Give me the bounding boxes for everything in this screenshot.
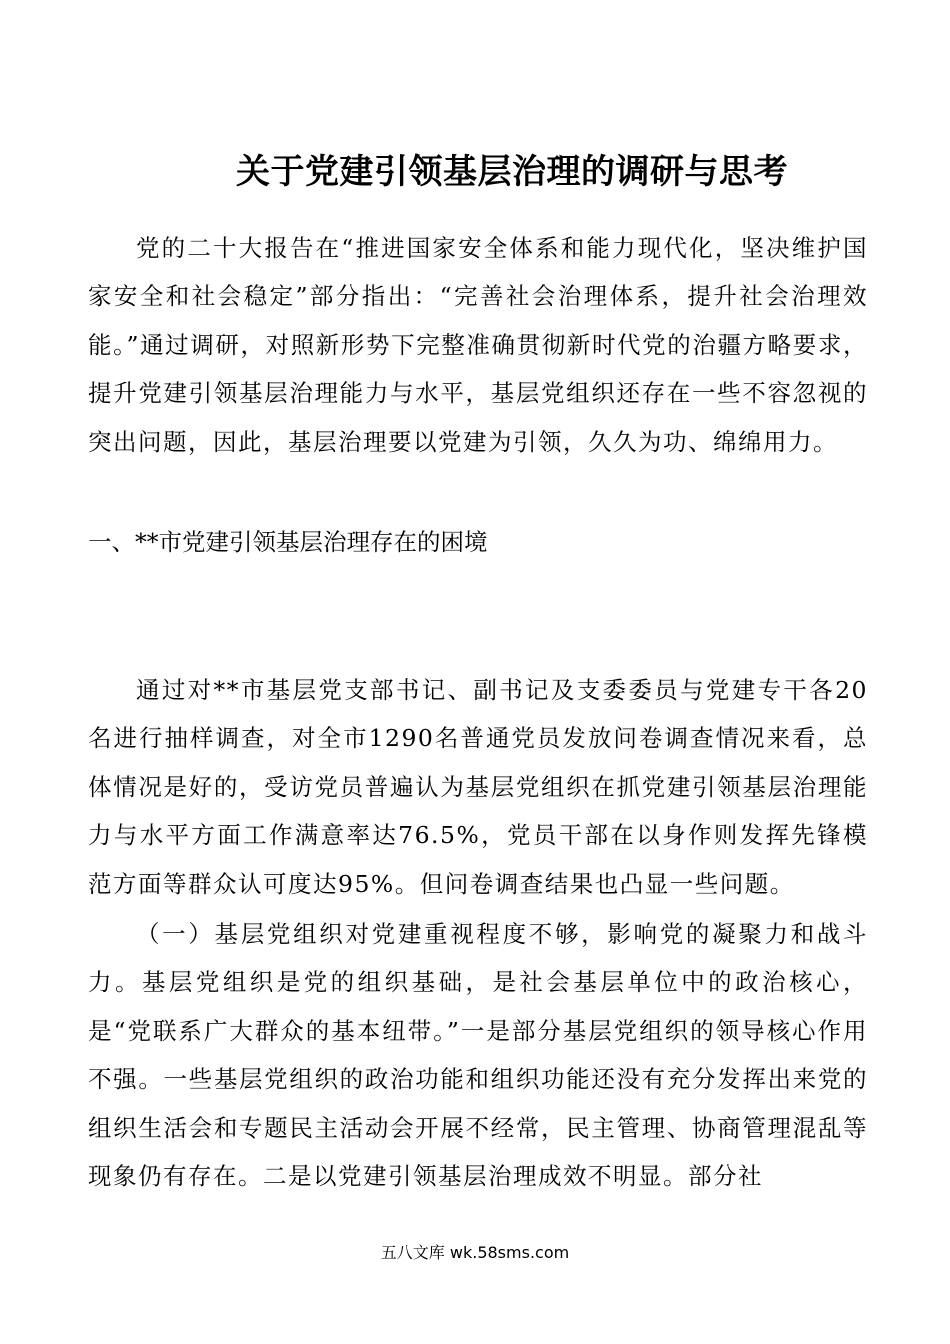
footer-watermark: 五八文库 wk.58sms.com (380, 1243, 570, 1262)
issue-paragraph: （一）基层党组织对党建重视程度不够，影响党的凝聚力和战斗力。基层党组织是党的组织基础，是社会基层单位中的政治核心，是“党联系广大群众的基本纽带。”一是部分基层党组织的领导核心作用不强。一些基层党组织的政治功能和组织功能还没有充分发挥出来党的组织生活会和专题民主活动会开展不经常，民主管理、协商管理混乱等现象仍有存在。二是以党建引领基层治理成效不明显。部分社 (88, 920, 868, 1191)
document-title: 关于党建引领基层治理的调研与思考 (236, 152, 788, 192)
intro-paragraph: 党的二十大报告在“推进国家安全体系和能力现代化，坚决维护国家安全和社会稳定”部分指出：“完善社会治理体系，提升社会治理效能。”通过调研，对照新形势下完整准确贯彻新时代党的治疆方略要求，提升党建引领基层治理能力与水平，基层党组织还存在一些不容忽视的突出问题，因此，基层治理要以党建为引领，久久为功、绵绵用力。 (88, 234, 868, 456)
survey-paragraph: 通过对**市基层党支部书记、副书记及支委委员与党建专干各20名进行抽样调查，对全市1290名普通党员发放问卷调查情况来看，总体情况是好的，受访党员普遍认为基层党组织在抓党建引领基层治理能力与水平方面工作满意率达76.5%，党员干部在以身作则发挥先锋模范方面等群众认可度达95%。但问卷调查结果也凸显一些问题。 (88, 676, 868, 898)
section-heading: 一、**市党建引领基层治理存在的困境 (88, 528, 488, 556)
